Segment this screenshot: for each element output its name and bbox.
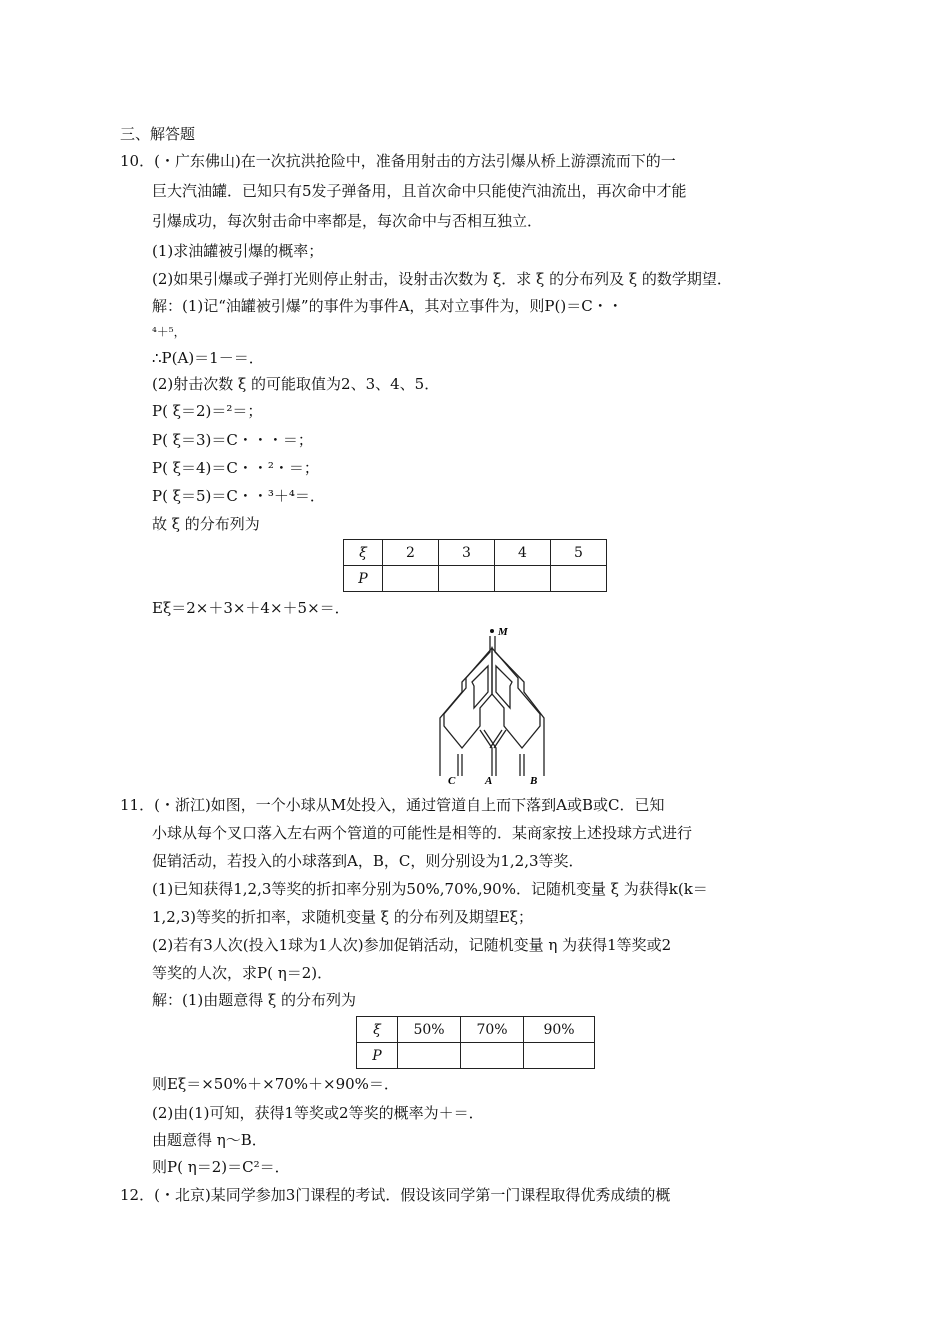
table-row (344, 540, 607, 566)
table-cell (551, 566, 607, 592)
table-cell: ξ (357, 1017, 398, 1043)
pipe-loop (492, 648, 540, 748)
q10-expectation: Eξ＝2×＋3×＋4×＋5×＝． (152, 599, 350, 617)
q11-distribution-table (356, 1016, 595, 1069)
table-row (357, 1043, 595, 1069)
label-b: B (530, 775, 538, 786)
table-cell: 70% (461, 1017, 524, 1043)
q11-part-2-cont: 等奖的人次，求P( η＝2)． (152, 964, 333, 982)
q11-line-3: 促销活动，若投入的小球落到A，B，C，则分别设为1,2,3等奖． (152, 852, 584, 870)
q10-exponent-fragment: ⁴＋⁵， (152, 325, 186, 339)
pipe-diagram (432, 626, 556, 786)
table-cell: 50% (398, 1017, 461, 1043)
table-cell: 5 (551, 540, 607, 566)
q10-solution-line: P( ξ＝5)＝C・・³＋⁴＝． (152, 487, 325, 505)
table-cell (439, 566, 495, 592)
q11-part-1-cont: 1,2,3)等奖的折扣率，求随机变量 ξ 的分布列及期望Eξ； (152, 908, 534, 926)
label-a: A (485, 775, 493, 786)
q11-solution-line: (2)由(1)可知，获得1等奖或2等奖的概率为＋＝． (152, 1104, 484, 1122)
pipe-path (480, 730, 496, 776)
table-row (357, 1017, 595, 1043)
table-cell: 4 (495, 540, 551, 566)
q11-part-2: (2)若有3人次(投入1球为1人次)参加促销活动，记随机变量 η 为获得1等奖或2 (152, 936, 672, 954)
table-cell: 3 (439, 540, 495, 566)
pipe-path (458, 754, 462, 776)
q11-solution-line: 由题意得 η～B． (152, 1131, 267, 1149)
q11-expectation: 则Eξ＝×50%＋×70%＋×90%＝． (152, 1075, 399, 1093)
section-title: 三、解答题 (120, 125, 196, 143)
pipe-loop (444, 648, 492, 748)
table-cell (383, 566, 439, 592)
q10-solution-line: (2)射击次数 ξ 的可能取值为2、3、4、5． (152, 375, 440, 393)
table-row (344, 566, 607, 592)
q10-distribution-label: 故 ξ 的分布列为 (152, 515, 260, 533)
q10-solution-line: P( ξ＝4)＝C・・²・＝； (152, 459, 319, 477)
table-cell: P (357, 1043, 398, 1069)
q10-solution-line: P( ξ＝3)＝C・・・＝； (152, 431, 313, 449)
q10-solution-intro: 解：(1)记“油罐被引爆”的事件为事件A，其对立事件为，则P()＝C・・ (152, 297, 623, 315)
table-cell: 2 (383, 540, 439, 566)
table-cell: 90% (524, 1017, 595, 1043)
q10-solution-line: ∴P(A)＝1－＝． (152, 349, 264, 367)
q10-line-3: 引爆成功，每次射击命中率都是，每次命中与否相互独立． (152, 212, 543, 230)
table-cell (495, 566, 551, 592)
label-m: M (498, 626, 508, 638)
q10-line-1: 10．(・广东佛山)在一次抗洪抢险中，准备用射击的方法引爆从桥上游漂流而下的一 (120, 152, 676, 170)
q12-line-1: 12．(・北京)某同学参加3门课程的考试．假设该同学第一门课程取得优秀成绩的概 (120, 1186, 671, 1204)
table-cell (398, 1043, 461, 1069)
q11-solution-line: 则P( η＝2)＝C²＝． (152, 1158, 290, 1176)
pipe-path (490, 730, 506, 748)
q11-part-1: (1)已知获得1,2,3等奖的折扣率分别为50%,70%,90%．记随机变量 ξ 为获得k(k＝ (152, 880, 708, 898)
q11-solution-intro: 解：(1)由题意得 ξ 的分布列为 (152, 991, 357, 1009)
q10-part-1: (1)求油罐被引爆的概率； (152, 242, 324, 260)
entry-point-dot (490, 629, 494, 633)
table-cell (461, 1043, 524, 1069)
table-cell (524, 1043, 595, 1069)
label-c: C (448, 775, 456, 786)
q10-part-2: (2)如果引爆或子弹打光则停止射击，设射击次数为 ξ．求 ξ 的分布列及 ξ 的数学期望． (152, 270, 732, 288)
pipe-path (520, 754, 524, 776)
q10-distribution-table (343, 539, 607, 592)
q10-solution-line: P( ξ＝2)＝²＝； (152, 402, 263, 420)
q11-line-2: 小球从每个叉口落入左右两个管道的可能性是相等的．某商家按上述投球方式进行 (152, 824, 693, 842)
q11-line-1: 11．(・浙江)如图，一个小球从M处投入，通过管道自上而下落到A或B或C．已知 (120, 796, 665, 814)
table-cell: P (344, 566, 383, 592)
q10-line-2: 巨大汽油罐．已知只有5发子弹备用，且首次命中只能使汽油流出，再次命中才能 (152, 182, 687, 200)
table-cell: ξ (344, 540, 383, 566)
